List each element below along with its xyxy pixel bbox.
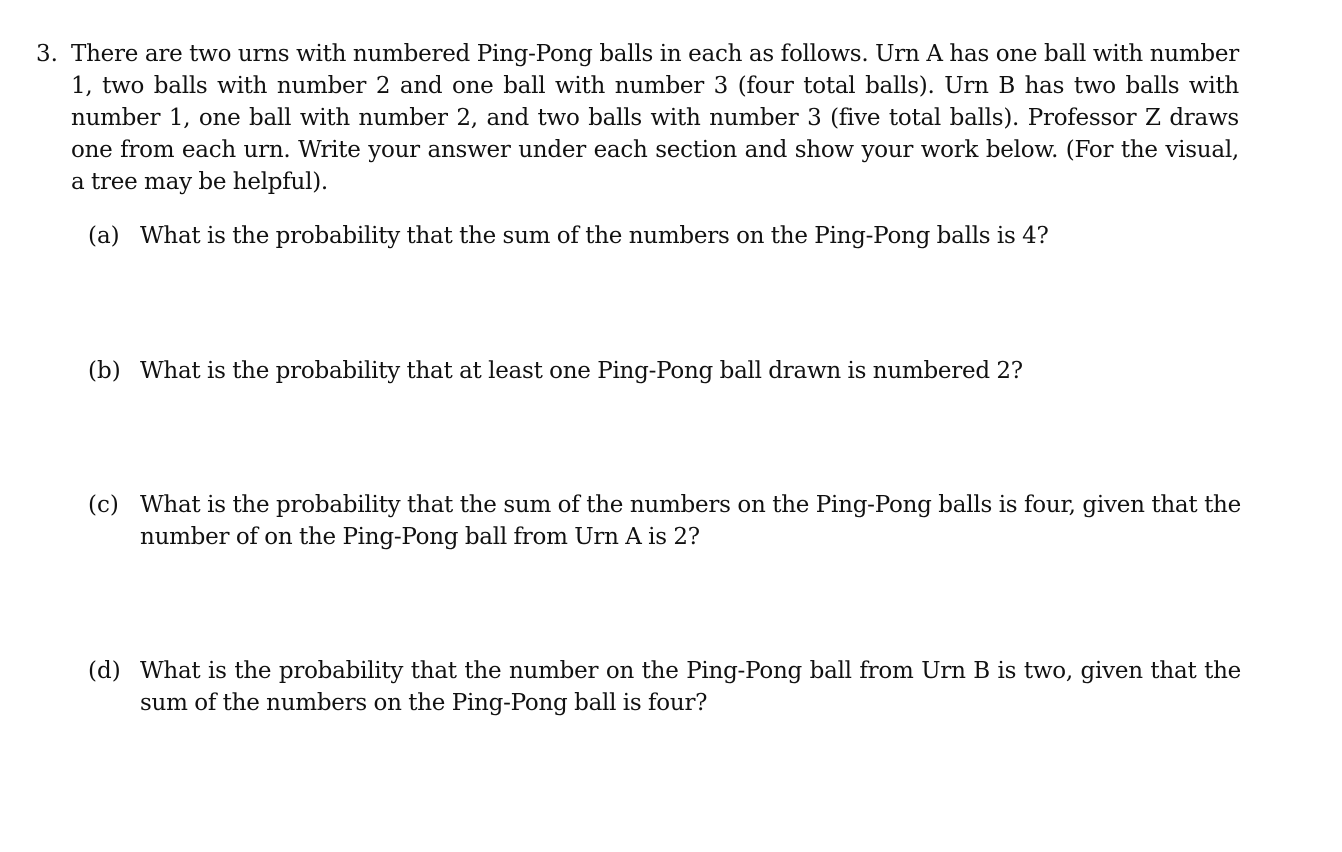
part-c-question: What is the probability that the sum of the numbers on the Ping-Pong balls is four, given that the number of on the Ping-Pong ball from Urn A is 2? xyxy=(140,492,1241,550)
part-b-question: What is the probability that at least one Ping-Pong ball drawn is numbered 2? xyxy=(140,358,1023,384)
part-c-label: (c) xyxy=(88,492,119,518)
part-d-label: (d) xyxy=(88,658,121,684)
problem-3 xyxy=(36,38,1241,198)
part-d-question: What is the probability that the number on the Ping-Pong ball from Urn B is two, given that the sum of the numbers on the Ping-Pong ball is four? xyxy=(140,658,1241,716)
problem-statement xyxy=(36,38,1241,198)
part-a-question: What is the probability that the sum of the numbers on the Ping-Pong balls is 4? xyxy=(140,223,1049,249)
problem-text: There are two urns with numbered Ping-Pong balls in each as follows. Urn A has one ball with number 1, two balls with number 2 and one ball with number 3 (four total balls). Urn B has two balls with number 1, one ball with number 2, and two balls with number 3 (five total balls). Professor Z draws one from each urn. Write your answer under each section and show your work below. (For the visual, a tree may be helpful). xyxy=(71,41,1239,195)
part-c xyxy=(88,489,1241,553)
part-b xyxy=(88,355,1241,387)
part-a-label: (a) xyxy=(88,223,120,249)
problem-number: 3. xyxy=(36,41,58,67)
part-b-label: (b) xyxy=(88,358,121,384)
part-a xyxy=(88,220,1241,252)
part-d xyxy=(88,655,1241,719)
